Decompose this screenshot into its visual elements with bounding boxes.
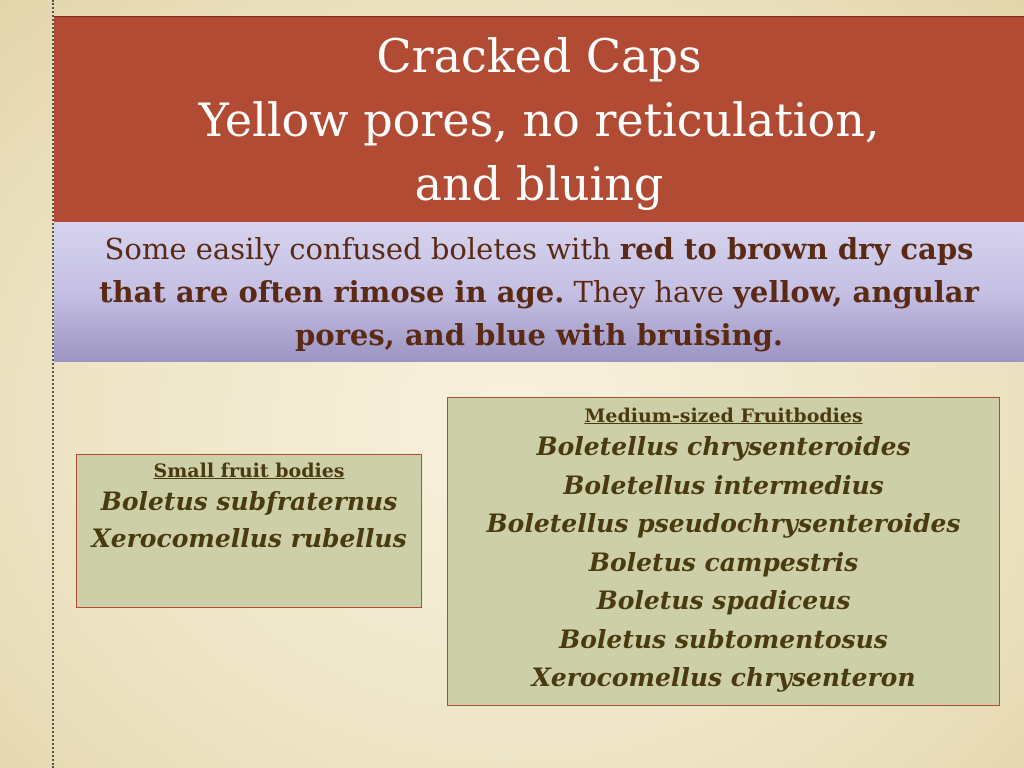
- species-item: Boletus subtomentosus: [559, 624, 888, 654]
- species-item: Boletellus intermedius: [563, 470, 884, 500]
- species-item: Boletellus pseudochrysenteroides: [486, 509, 961, 538]
- subtitle-part-3: They have: [564, 274, 734, 309]
- title-line-1: Cracked Caps: [376, 29, 702, 83]
- species-item: Boletus spadiceus: [596, 586, 851, 615]
- species-item: Xerocomellus rubellus: [91, 524, 407, 553]
- subtitle-part-2: red to brown dry caps that are often rimose in age.: [99, 231, 974, 309]
- title-band: [54, 16, 1024, 224]
- subtitle-part-4: yellow, angular pores, and blue with bruising.: [294, 274, 979, 352]
- subtitle-part-1: Some easily confused boletes with: [104, 231, 620, 266]
- species-item: Xerocomellus chrysenteron: [531, 663, 916, 692]
- subtitle-band: [54, 222, 1024, 362]
- title-line-3: and bluing: [414, 157, 664, 211]
- medium-box-heading: Medium-sized Fruitbodies: [584, 405, 863, 427]
- small-fruit-bodies-box: [76, 454, 422, 608]
- slide-title: [199, 24, 880, 216]
- medium-fruitbodies-box: [447, 397, 1000, 706]
- small-box-heading: Small fruit bodies: [153, 460, 345, 482]
- species-item: Boletellus chrysenteroides: [536, 432, 911, 461]
- subtitle-text: [54, 228, 1024, 357]
- species-item: Boletus subfraternus: [100, 487, 398, 516]
- species-item: Boletus campestris: [588, 547, 859, 577]
- title-line-2: Yellow pores, no reticulation,: [198, 93, 880, 147]
